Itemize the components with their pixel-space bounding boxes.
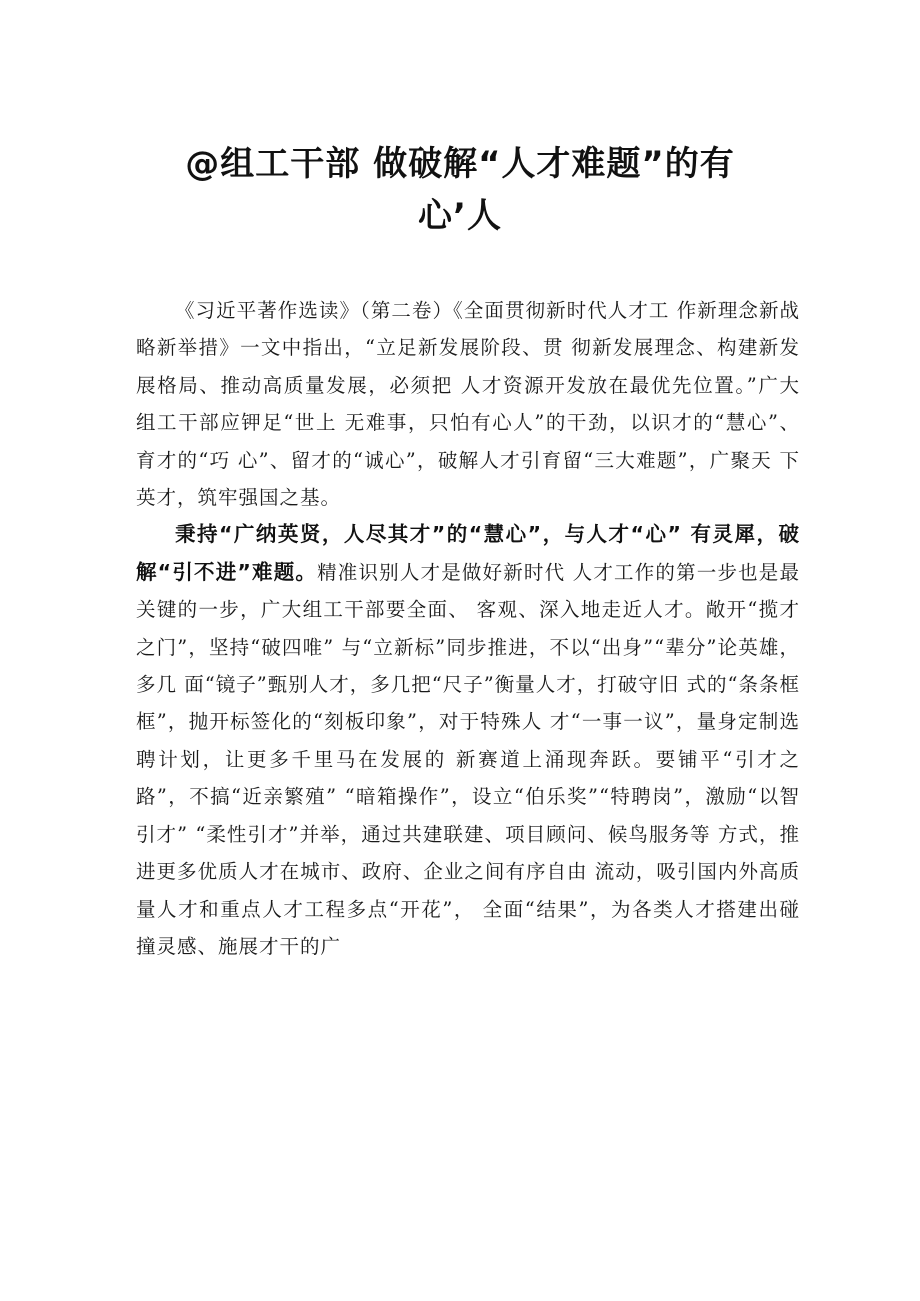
paragraph-intro-text: 《习近平著作选读》（第二卷）《全面贯彻新时代人才工 作新理念新战略新举措》一文中指出，“立足新发展阶段、贯 彻新发展理念、构建新发展格局、推动高质量发展，必须把 人才资源开发放在最优先位置。”广大组工干部应钾足“世上 无难事，只怕有心人”的干劲，以识才的“慧心”、育才的“巧 心”、留才的“诚心”，破解人才引育留“三大难题”，广聚天 下英才，筑牢强国之基。 [136,299,800,510]
paragraph-talent-recruitment [136,516,800,965]
paragraph-intro [136,292,800,516]
title-line-1: @组工干部 做破解“人才难题”的有 [185,144,735,184]
title-line-2: 心’人 [418,196,502,236]
document-body [136,292,800,965]
document-title [100,138,820,242]
paragraph-talent-recruitment-text: 精准识别人才是做好新时代 人才工作的第一步也是最关键的一步，广大组工干部要全面、 客观、深入地走近人才。敞开“揽才之门”，坚持“破四唯” 与“立新标”同步推进，不以“出身”“辈分”论英雄，多几 面“镜子”甄别人才，多几把“尺子”衡量人才，打破守旧 式的“条条框框”，抛开标签化的“刻板印象”，对于特殊人 才“一事一议”，量身定制选聘计划，让更多千里马在发展的 新赛道上涌现奔跃。要铺平“引才之路”，不搞“近亲繁殖” “暗箱操作”，设立“伯乐奖”“特聘岗”，激励“以智引才” “柔性引才”并举，通过共建联建、项目顾问、候鸟服务等 方式，推进更多优质人才在城市、政府、企业之间有序自由 流动，吸引国内外高质量人才和重点人才工程多点“开花”， 全面“结果”，为各类人才搭建出碰撞灵感、施展才干的广 [136,560,800,958]
paragraph-lead-heading: 秉持“广纳英贤，人尽其才”的“慧心”，与人才“心” 有灵犀，破解“引不进”难题。 [136,522,800,584]
